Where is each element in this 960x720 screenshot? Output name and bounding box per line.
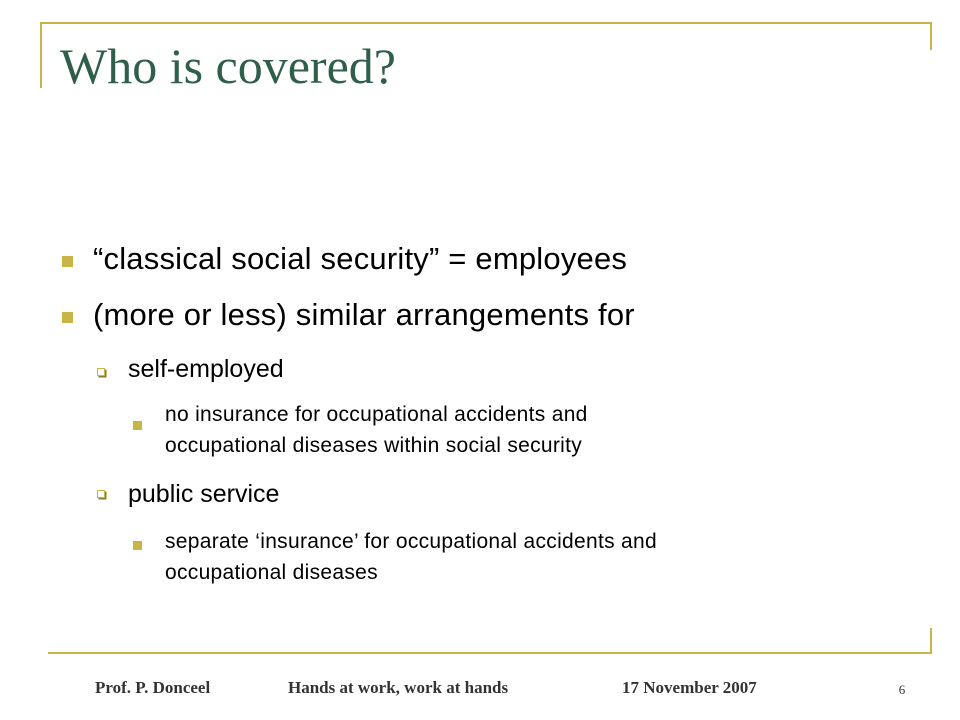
sub-bullet-text: public service [128,480,280,508]
square-bullet-icon [133,421,142,430]
sub-bullet-text: self-employed [128,355,284,383]
hollow-square-bullet-icon [97,368,105,376]
square-bullet-icon [133,541,142,550]
detail-text-line: occupational diseases within social security [165,434,583,457]
footer-author: Prof. P. Donceel [95,678,211,697]
detail-text-line: separate ‘insurance’ for occupational accidents and [165,530,657,553]
detail-text-line: occupational diseases [165,561,378,584]
hollow-square-bullet-icon [97,490,105,498]
bullet-text: “classical social security” = employees [93,241,628,276]
page-number: 6 [898,682,906,697]
bullet-text: (more or less) similar arrangements for [93,297,635,332]
slide-title: Who is covered? [60,38,396,94]
footer-event: Hands at work, work at hands [288,678,509,697]
square-bullet-icon [62,312,73,323]
detail-text-line: no insurance for occupational accidents and [165,403,588,426]
square-bullet-icon [62,256,73,267]
footer-date: 17 November 2007 [622,678,757,697]
